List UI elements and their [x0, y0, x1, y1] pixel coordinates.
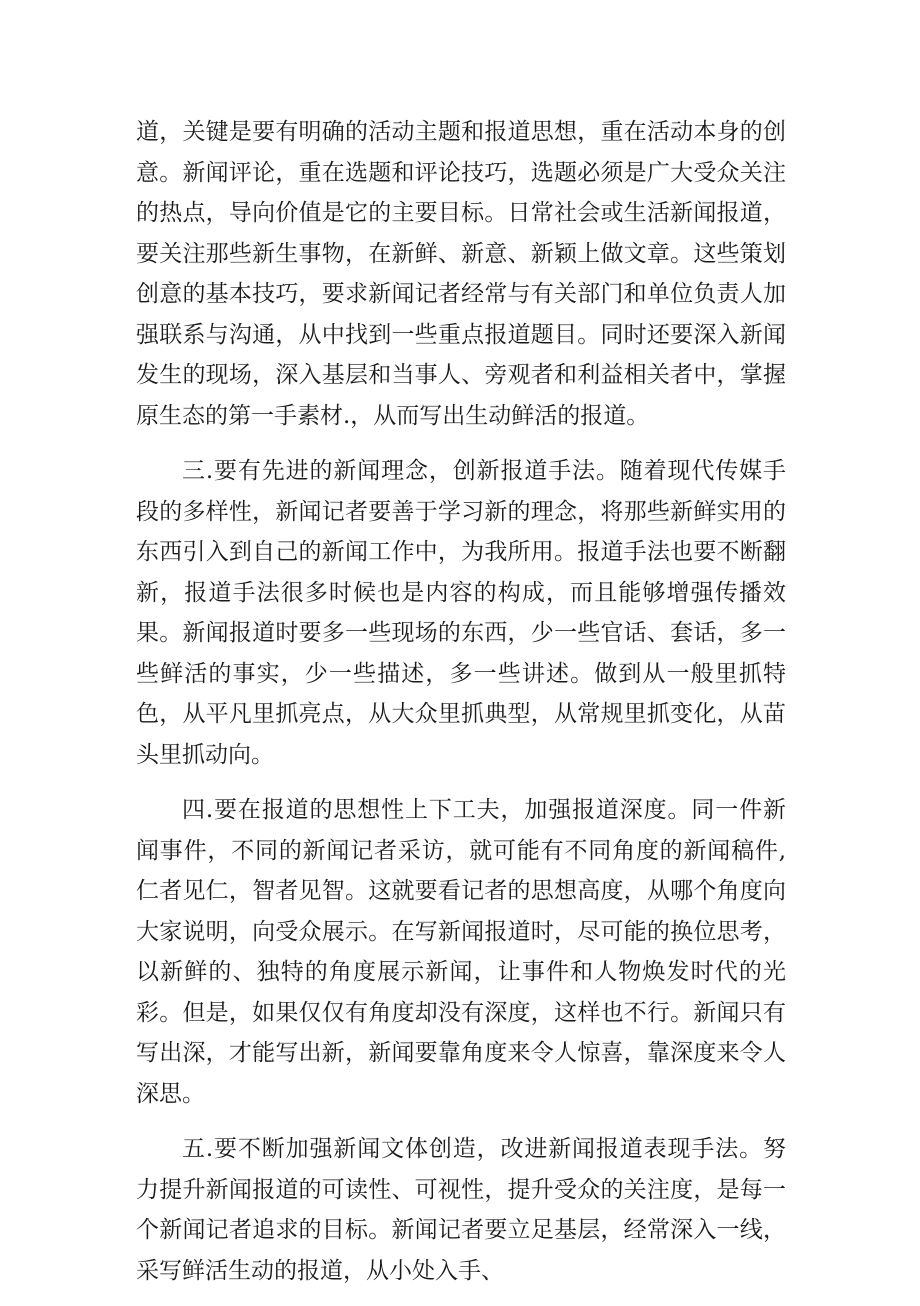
paragraph-section-3: 三.要有先进的新闻理念，创新报道手法。随着现代传媒手段的多样性，新闻记者要善于学习新的理念，将那些新鲜实用的东西引入到自己的新闻工作中，为我所用。报道手法也要不断翻新，报道手法很多时候也是内容的构成，而且能够增强传播效果。新闻报道时要多一些现场的东西，少一些官话、套话，多一些鲜活的事实，少一些描述，多一些讲述。做到从一般里抓特色，从平凡里抓亮点，从大众里抓典型，从常规里抓变化，从苗头里抓动向。 — [136, 458, 786, 768]
paragraph-continuation: 道，关键是要有明确的活动主题和报道思想，重在活动本身的创意。新闻评论，重在选题和评论技巧，选题必须是广大受众关注的热点，导向价值是它的主要目标。日常社会或生活新闻报道，要关注那些新生事物，在新鲜、新意、新颖上做文章。这些策划创意的基本技巧，要求新闻记者经常与有关部门和单位负责人加强联系与沟通，从中找到一些重点报道题目。同时还要深入新闻发生的现场，深入基层和当事人、旁观者和利益相关者中，掌握原生态的第一手素材.，从而写出生动鲜活的报道。 — [136, 119, 786, 429]
document-body — [136, 112, 786, 1306]
paragraph-section-4: 四.要在报道的思想性上下工夫，加强报道深度。同一件新闻事件，不同的新闻记者采访，就可能有不同角度的新闻稿件,仁者见仁，智者见智。这就要看记者的思想高度，从哪个角度向大家说明，向受众展示。在写新闻报道时，尽可能的换位思考，以新鲜的、独特的角度展示新闻，让事件和人物焕发时代的光彩。但是，如果仅仅有角度却没有深度，这样也不行。新闻只有写出深，才能写出新，新闻要靠角度来令人惊喜，靠深度来令人深思。 — [136, 797, 786, 1107]
paragraph-section-5: 五.要不断加强新闻文体创造，改进新闻报道表现手法。努力提升新闻报道的可读性、可视性，提升受众的关注度，是每一个新闻记者追求的目标。新闻记者要立足基层，经常深入一线，采写鲜活生动的报道，从小处入手、 — [136, 1136, 786, 1284]
